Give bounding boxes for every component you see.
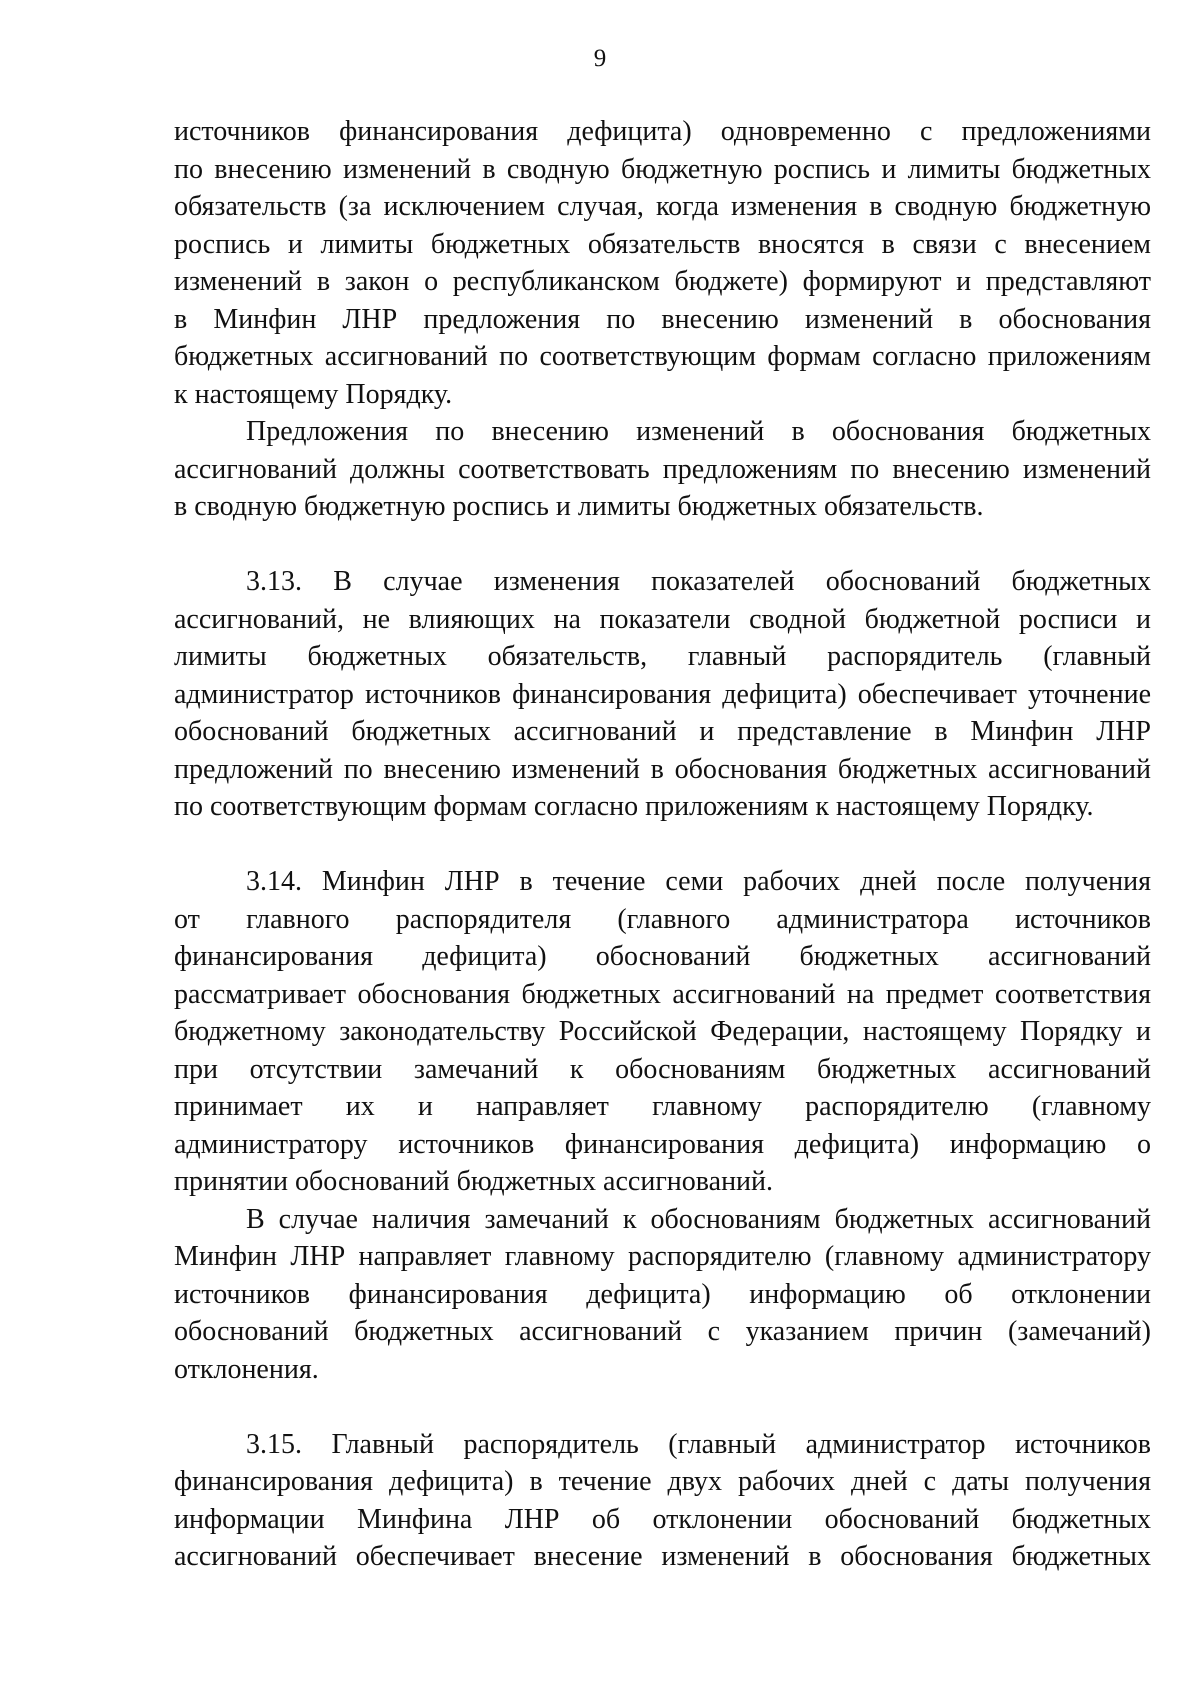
text-line: ассигнований, не влияющих на показатели сводной бюджетной росписи и: [174, 603, 1151, 635]
text-line: финансирования дефицита) в течение двух рабочих дней с даты получения: [174, 1466, 1151, 1497]
paragraph: [174, 863, 1151, 1201]
text-line: информации Минфина ЛНР об отклонении обоснований бюджетных: [174, 1503, 1151, 1535]
document-body: [174, 113, 1151, 1576]
text-line: администратор источников финансирования дефицита) обеспечивает уточнение: [174, 678, 1151, 710]
text-line: к настоящему Порядку.: [174, 378, 453, 410]
paragraph: [174, 113, 1151, 413]
text-line: по соответствующим формам согласно приложениям к настоящему Порядку.: [174, 791, 1094, 822]
paragraph: [174, 1426, 1151, 1576]
text-line: в сводную бюджетную роспись и лимиты бюджетных обязательств.: [174, 491, 984, 522]
text-line: обязательств (за исключением случая, когда изменения в сводную бюджетную: [174, 191, 1151, 222]
paragraph: [174, 563, 1151, 826]
text-line: источников финансирования дефицита) информацию об отклонении: [174, 1278, 1151, 1310]
page-number: 9: [593, 45, 607, 72]
text-line: рассматривает обоснования бюджетных ассигнований на предмет соответствия: [174, 978, 1151, 1010]
text-line: отклонения.: [174, 1353, 319, 1385]
text-line: от главного распорядителя (главного администратора источников: [174, 903, 1151, 935]
text-line: принятии обоснований бюджетных ассигнований.: [174, 1166, 774, 1197]
text-line: в Минфин ЛНР предложения по внесению изменений в обоснования: [174, 303, 1151, 335]
text-line: администратору источников финансирования дефицита) информацию о: [174, 1128, 1151, 1160]
text-line: обоснований бюджетных ассигнований с указанием причин (замечаний): [174, 1316, 1151, 1347]
text-line: предложений по внесению изменений в обоснования бюджетных ассигнований: [174, 753, 1151, 785]
text-line: 3.14. Минфин ЛНР в течение семи рабочих дней после получения: [246, 866, 1151, 897]
text-line: ассигнований обеспечивает внесение изменений в обоснования бюджетных: [174, 1541, 1151, 1572]
text-line: принимает их и направляет главному распорядителю (главному: [174, 1091, 1151, 1122]
paragraph: [174, 413, 1151, 526]
text-line: изменений в закон о республиканском бюджете) формируют и представляют: [174, 266, 1151, 297]
text-line: Минфин ЛНР направляет главному распорядителю (главному администратору: [174, 1241, 1151, 1272]
text-line: финансирования дефицита) обоснований бюджетных ассигнований: [174, 941, 1151, 972]
text-line: 3.15. Главный распорядитель (главный администратор источников: [246, 1428, 1151, 1460]
text-line: 3.13. В случае изменения показателей обоснований бюджетных: [246, 566, 1151, 597]
text-line: по внесению изменений в сводную бюджетную роспись и лимиты бюджетных: [174, 153, 1151, 185]
text-line: обоснований бюджетных ассигнований и представление в Минфин ЛНР: [174, 716, 1151, 747]
text-line: при отсутствии замечаний к обоснованиям бюджетных ассигнований: [174, 1053, 1151, 1085]
text-line: бюджетному законодательству Российской Федерации, настоящему Порядку и: [174, 1016, 1151, 1047]
text-line: В случае наличия замечаний к обоснованиям бюджетных ассигнований: [246, 1203, 1151, 1235]
text-line: бюджетных ассигнований по соответствующим формам согласно приложениям: [174, 341, 1151, 372]
text-line: ассигнований должны соответствовать предложениям по внесению изменений: [174, 453, 1151, 485]
text-line: роспись и лимиты бюджетных обязательств вносятся в связи с внесением: [174, 228, 1151, 260]
text-line: Предложения по внесению изменений в обоснования бюджетных: [246, 416, 1151, 447]
text-line: лимиты бюджетных обязательств, главный распорядитель (главный: [174, 641, 1151, 672]
paragraph: [174, 1201, 1151, 1389]
text-line: источников финансирования дефицита) одновременно с предложениями: [174, 116, 1151, 147]
